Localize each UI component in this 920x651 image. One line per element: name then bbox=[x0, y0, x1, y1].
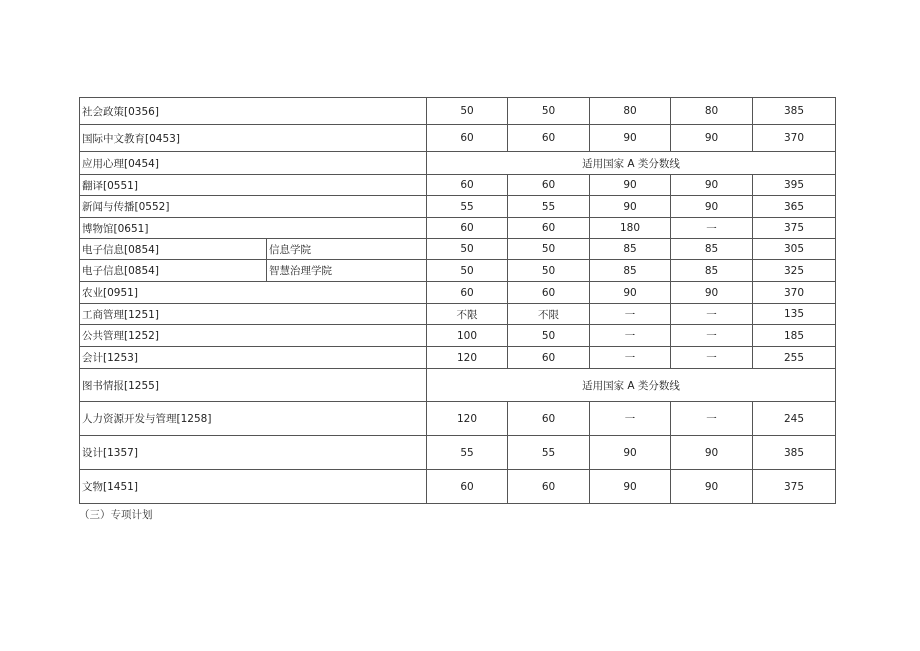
score-cell: 50 bbox=[508, 260, 590, 282]
table-row bbox=[80, 175, 836, 196]
score-cell: 85 bbox=[671, 239, 753, 260]
score-cell: 一 bbox=[671, 304, 753, 325]
school-cell: 智慧治理学院 bbox=[267, 260, 427, 282]
major-cell: 博物馆[0651] bbox=[80, 218, 427, 239]
score-cell: 85 bbox=[590, 260, 671, 282]
score-cell: 255 bbox=[753, 347, 836, 369]
score-cell: 80 bbox=[671, 98, 753, 125]
score-cell: 90 bbox=[590, 196, 671, 218]
major-cell: 新闻与传播[0552] bbox=[80, 196, 427, 218]
score-cell: 一 bbox=[671, 218, 753, 239]
table-row bbox=[80, 304, 836, 325]
major-cell: 会计[1253] bbox=[80, 347, 427, 369]
score-cell: 80 bbox=[590, 98, 671, 125]
score-cell: 365 bbox=[753, 196, 836, 218]
score-cell: 370 bbox=[753, 125, 836, 152]
score-cell: 60 bbox=[508, 282, 590, 304]
score-cell: 55 bbox=[508, 196, 590, 218]
score-cell: 90 bbox=[671, 282, 753, 304]
score-cell: 55 bbox=[427, 436, 508, 470]
score-cell: 50 bbox=[427, 239, 508, 260]
table-row bbox=[80, 470, 836, 504]
table-row bbox=[80, 98, 836, 125]
score-cell: 90 bbox=[590, 282, 671, 304]
score-cell: 395 bbox=[753, 175, 836, 196]
table-row bbox=[80, 325, 836, 347]
school-cell: 信息学院 bbox=[267, 239, 427, 260]
score-cell: 100 bbox=[427, 325, 508, 347]
score-cell: 370 bbox=[753, 282, 836, 304]
score-cell: 一 bbox=[671, 325, 753, 347]
score-cell: 375 bbox=[753, 218, 836, 239]
table-row bbox=[80, 218, 836, 239]
score-cell: 90 bbox=[590, 125, 671, 152]
score-cell: 85 bbox=[590, 239, 671, 260]
score-cell: 不限 bbox=[427, 304, 508, 325]
major-cell: 翻译[0551] bbox=[80, 175, 427, 196]
table-row bbox=[80, 347, 836, 369]
table-row bbox=[80, 402, 836, 436]
score-cell: 60 bbox=[508, 218, 590, 239]
section-caption: （三）专项计划 bbox=[79, 509, 153, 521]
score-cell: 90 bbox=[590, 436, 671, 470]
score-cell: 60 bbox=[508, 125, 590, 152]
table-row bbox=[80, 239, 836, 260]
score-cell: 120 bbox=[427, 347, 508, 369]
score-cell: 90 bbox=[671, 175, 753, 196]
score-cell: 不限 bbox=[508, 304, 590, 325]
major-cell: 公共管理[1252] bbox=[80, 325, 427, 347]
score-cell: 50 bbox=[508, 239, 590, 260]
major-cell: 农业[0951] bbox=[80, 282, 427, 304]
score-cell: 一 bbox=[590, 347, 671, 369]
score-table bbox=[79, 97, 836, 504]
table-row bbox=[80, 152, 836, 175]
score-cell: 50 bbox=[508, 98, 590, 125]
score-cell: 90 bbox=[671, 125, 753, 152]
major-cell: 电子信息[0854] bbox=[80, 260, 267, 282]
score-cell: 50 bbox=[427, 260, 508, 282]
score-cell: 385 bbox=[753, 98, 836, 125]
score-cell: 90 bbox=[671, 436, 753, 470]
major-cell: 文物[1451] bbox=[80, 470, 427, 504]
score-cell: 55 bbox=[427, 196, 508, 218]
table-row bbox=[80, 260, 836, 282]
score-cell: 90 bbox=[590, 470, 671, 504]
score-cell: 一 bbox=[671, 347, 753, 369]
score-cell: 90 bbox=[590, 175, 671, 196]
score-cell: 325 bbox=[753, 260, 836, 282]
score-cell: 375 bbox=[753, 470, 836, 504]
score-cell: 385 bbox=[753, 436, 836, 470]
score-cell: 180 bbox=[590, 218, 671, 239]
score-line-note: 适用国家 A 类分数线 bbox=[427, 152, 836, 175]
score-cell: 60 bbox=[427, 125, 508, 152]
score-cell: 90 bbox=[671, 196, 753, 218]
table-row bbox=[80, 282, 836, 304]
score-cell: 60 bbox=[427, 175, 508, 196]
score-cell: 50 bbox=[427, 98, 508, 125]
table-row bbox=[80, 369, 836, 402]
score-cell: 60 bbox=[427, 282, 508, 304]
score-cell: 50 bbox=[508, 325, 590, 347]
score-cell: 一 bbox=[590, 325, 671, 347]
score-cell: 135 bbox=[753, 304, 836, 325]
score-cell: 60 bbox=[508, 402, 590, 436]
score-cell: 85 bbox=[671, 260, 753, 282]
major-cell: 国际中文教育[0453] bbox=[80, 125, 427, 152]
table-row bbox=[80, 125, 836, 152]
score-cell: 一 bbox=[590, 304, 671, 325]
score-cell: 一 bbox=[671, 402, 753, 436]
score-cell: 120 bbox=[427, 402, 508, 436]
score-cell: 60 bbox=[508, 175, 590, 196]
score-cell: 305 bbox=[753, 239, 836, 260]
major-cell: 社会政策[0356] bbox=[80, 98, 427, 125]
score-cell: 185 bbox=[753, 325, 836, 347]
major-cell: 图书情报[1255] bbox=[80, 369, 427, 402]
score-cell: 245 bbox=[753, 402, 836, 436]
table-row bbox=[80, 436, 836, 470]
score-cell: 60 bbox=[427, 218, 508, 239]
table-row bbox=[80, 196, 836, 218]
major-cell: 应用心理[0454] bbox=[80, 152, 427, 175]
major-cell: 人力资源开发与管理[1258] bbox=[80, 402, 427, 436]
score-cell: 60 bbox=[427, 470, 508, 504]
score-cell: 90 bbox=[671, 470, 753, 504]
score-cell: 55 bbox=[508, 436, 590, 470]
major-cell: 设计[1357] bbox=[80, 436, 427, 470]
score-line-note: 适用国家 A 类分数线 bbox=[427, 369, 836, 402]
score-cell: 60 bbox=[508, 470, 590, 504]
major-cell: 工商管理[1251] bbox=[80, 304, 427, 325]
score-cell: 60 bbox=[508, 347, 590, 369]
score-cell: 一 bbox=[590, 402, 671, 436]
major-cell: 电子信息[0854] bbox=[80, 239, 267, 260]
